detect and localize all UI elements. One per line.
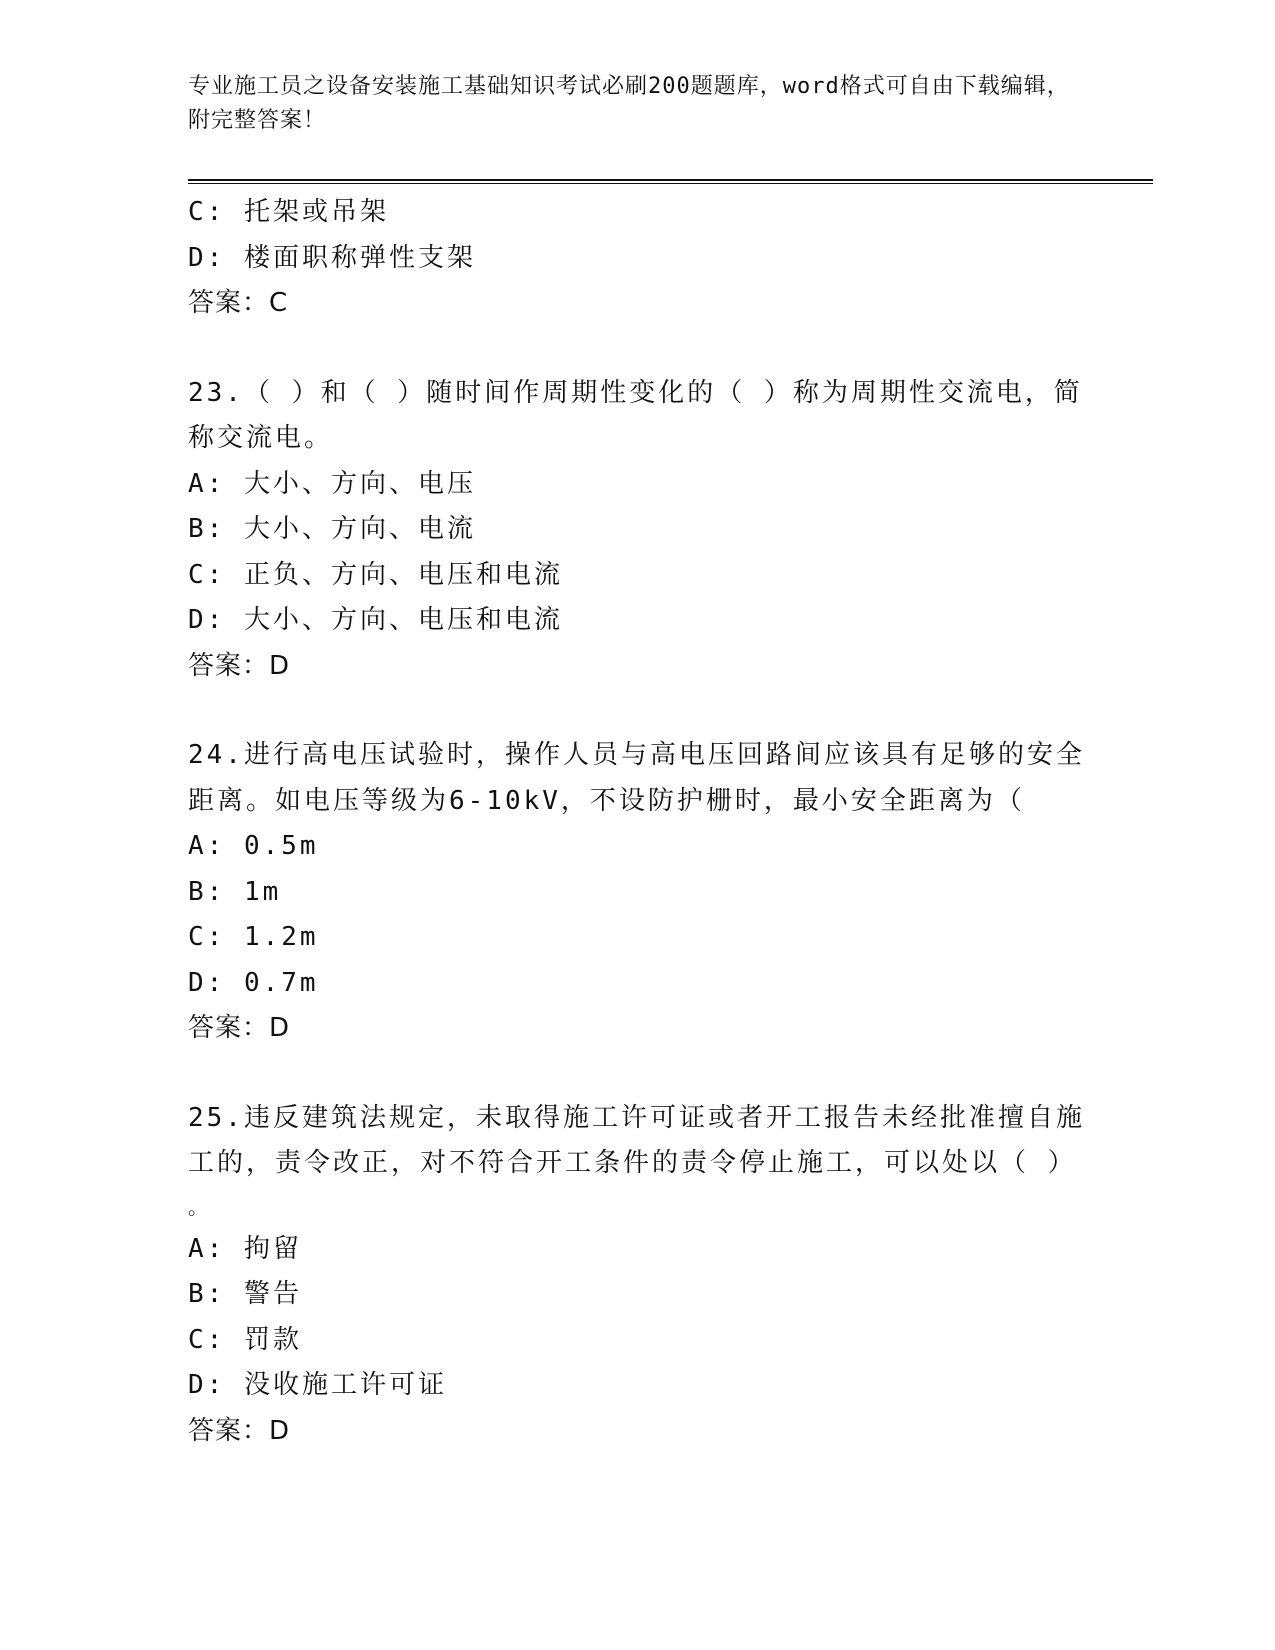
option-text: 罚款 <box>243 1324 302 1355</box>
option-b <box>188 507 1088 553</box>
option-key: A <box>188 831 207 861</box>
option-colon: : <box>206 1233 244 1264</box>
question-stem-line: 25.违反建筑法规定，未取得施工许可证或者开工报告未经批准擅自施 <box>188 1102 1085 1133</box>
answer-line: 答案：D <box>188 1013 291 1043</box>
header-rule-thin <box>188 183 1153 184</box>
question-25 <box>188 1096 1088 1455</box>
option-text: 正负、方向、电压和电流 <box>243 559 563 590</box>
option-colon: : <box>206 605 244 635</box>
option-b <box>188 870 1088 916</box>
question-stem-line: 。 <box>188 1194 211 1219</box>
question-content <box>188 190 1088 1454</box>
option-text: 警告 <box>243 1279 302 1309</box>
option-colon: : <box>206 468 244 499</box>
option-text: 拘留 <box>243 1233 302 1264</box>
option-colon: : <box>206 967 244 998</box>
option-d <box>188 598 1088 644</box>
option-c <box>188 553 1088 599</box>
header-rule-thick <box>188 179 1153 181</box>
answer-line: 答案：D <box>188 650 291 681</box>
option-text: 大小、方向、电压 <box>243 468 476 499</box>
spacer <box>188 689 1088 733</box>
option-key: C <box>188 1324 207 1355</box>
option-key: A <box>188 468 207 499</box>
option-colon: : <box>206 831 244 861</box>
option-c <box>188 190 1088 236</box>
option-text: 1.2m <box>243 922 319 952</box>
document-header <box>188 70 1088 138</box>
option-colon: : <box>206 876 244 907</box>
option-d <box>188 236 1088 282</box>
option-colon: : <box>206 514 244 544</box>
option-d <box>188 961 1088 1007</box>
previous-question-tail <box>188 190 1088 327</box>
option-c <box>188 1318 1088 1364</box>
question-stem-line: 称交流电。 <box>188 423 334 453</box>
question-24 <box>188 733 1088 1052</box>
option-a <box>188 1227 1088 1273</box>
question-stem-line: 23.（ ）和（ ）随时间作周期性变化的（ ）称为周期性交流电，简 <box>188 377 1083 408</box>
option-key: A <box>188 1233 207 1264</box>
header-title: 专业施工员之设备安装施工基础知识考试必刷200题题库，word格式可自由下载编辑，附完整答案！ <box>188 74 1070 133</box>
option-text: 没收施工许可证 <box>243 1370 447 1400</box>
option-key: C <box>188 922 207 952</box>
question-stem-line: 工的，责令改正，对不符合开工条件的责令停止施工，可以处以（ ） <box>188 1148 1077 1178</box>
option-key: C <box>188 197 207 227</box>
option-d <box>188 1363 1088 1409</box>
option-b <box>188 1272 1088 1318</box>
option-key: B <box>188 514 207 544</box>
option-key: D <box>188 1370 207 1400</box>
answer-line: 答案：D <box>188 1415 291 1446</box>
option-colon: : <box>206 922 244 952</box>
question-stem-line: 距离。如电压等级为6-10kV，不设防护栅时，最小安全距离为（ <box>188 785 1025 816</box>
option-text: 大小、方向、电流 <box>243 514 476 544</box>
option-colon: : <box>206 242 244 273</box>
option-a <box>188 824 1088 870</box>
option-key: D <box>188 967 207 998</box>
option-key: D <box>188 242 207 273</box>
question-stem-line: 24.进行高电压试验时，操作人员与高电压回路间应该具有足够的安全 <box>188 740 1085 770</box>
option-colon: : <box>206 197 244 227</box>
question-23 <box>188 371 1088 690</box>
option-a <box>188 462 1088 508</box>
option-colon: : <box>206 1279 244 1309</box>
option-key: D <box>188 605 207 635</box>
option-text: 0.5m <box>243 831 319 861</box>
option-text: 0.7m <box>243 967 319 998</box>
option-key: B <box>188 1279 207 1309</box>
spacer <box>188 327 1088 371</box>
option-text: 大小、方向、电压和电流 <box>243 605 563 635</box>
spacer <box>188 1052 1088 1096</box>
option-text: 托架或吊架 <box>243 197 389 227</box>
option-text: 楼面职称弹性支架 <box>243 242 476 273</box>
answer-line: 答案：C <box>188 288 289 318</box>
option-key: C <box>188 559 207 590</box>
option-colon: : <box>206 559 244 590</box>
option-c <box>188 915 1088 961</box>
option-text: 1m <box>243 876 282 907</box>
option-key: B <box>188 876 207 907</box>
option-colon: : <box>206 1370 244 1400</box>
option-colon: : <box>206 1324 244 1355</box>
